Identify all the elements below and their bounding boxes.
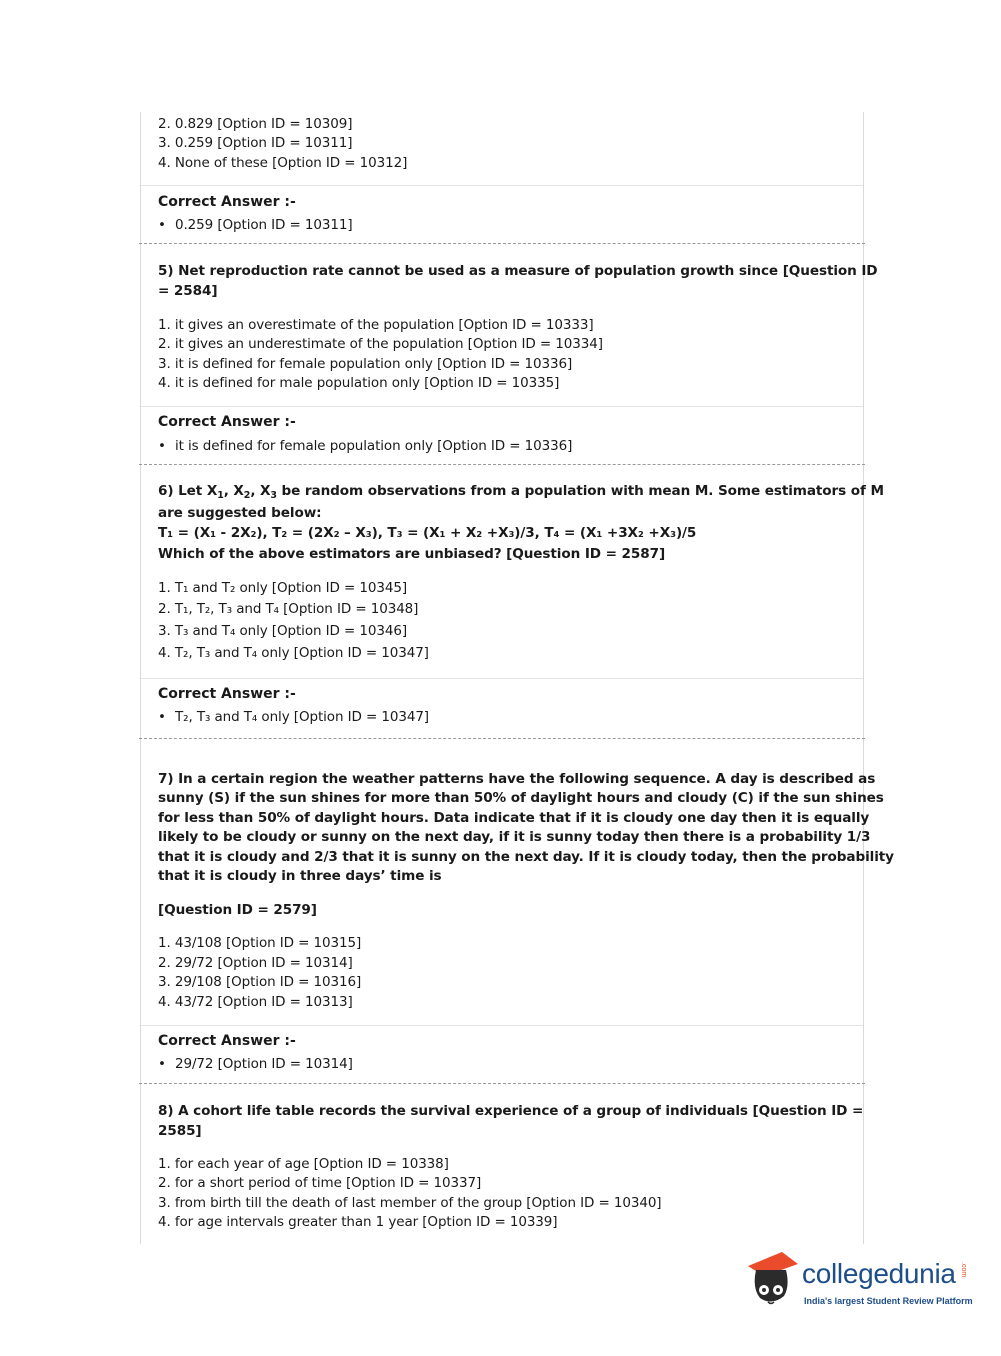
q4-option-4: 4. None of these [Option ID = 10312] bbox=[158, 155, 408, 171]
divider bbox=[141, 185, 863, 186]
question-separator bbox=[139, 1083, 865, 1084]
logo-tagline: India's largest Student Review Platform bbox=[804, 1296, 973, 1306]
q6-sep2: , X bbox=[250, 483, 271, 499]
divider bbox=[141, 678, 863, 679]
q5-correct-label: Correct Answer :- bbox=[158, 414, 296, 430]
divider bbox=[141, 406, 863, 407]
logo-com: .com bbox=[960, 1262, 967, 1278]
question-separator bbox=[139, 243, 865, 244]
q7-question-line3: for less than 50% of daylight hours. Data indicate that if it is cloudy one day then it is equally bbox=[158, 810, 870, 826]
q7-option-1: 1. 43/108 [Option ID = 10315] bbox=[158, 935, 362, 951]
divider bbox=[141, 1025, 863, 1026]
q7-question-line1: 7) In a certain region the weather patterns have the following sequence. A day is described as bbox=[158, 771, 876, 787]
q7-answer: • 29/72 [Option ID = 10314] bbox=[158, 1056, 353, 1072]
q7-correct-label: Correct Answer :- bbox=[158, 1033, 296, 1049]
q5-option-3: 3. it is defined for female population only [Option ID = 10336] bbox=[158, 356, 573, 372]
q7-question-line5: that it is cloudy and 2/3 that it is sunny on the next day. If it is cloudy today, then the probability bbox=[158, 849, 894, 865]
question-separator bbox=[139, 738, 865, 739]
q7-question-line2: sunny (S) if the sun shines for more than 50% of daylight hours and cloudy (C) if the sun shines bbox=[158, 790, 884, 806]
q4-correct-label: Correct Answer :- bbox=[158, 194, 296, 210]
q5-answer-text: it is defined for female population only [Option ID = 10336] bbox=[175, 438, 573, 454]
q4-answer-text: 0.259 [Option ID = 10311] bbox=[175, 217, 353, 233]
q5-answer: • it is defined for female population only [Option ID = 10336] bbox=[158, 438, 573, 454]
q7-answer-text: 29/72 [Option ID = 10314] bbox=[175, 1056, 353, 1072]
q7-question-line6: that it is cloudy in three days’ time is bbox=[158, 868, 442, 884]
q7-option-3: 3. 29/108 [Option ID = 10316] bbox=[158, 974, 362, 990]
q6-option-4: 4. T₂, T₃ and T₄ only [Option ID = 10347] bbox=[158, 645, 429, 661]
q6-sep1: , X bbox=[223, 483, 244, 499]
q4-option-2: 2. 0.829 [Option ID = 10309] bbox=[158, 116, 353, 132]
q7-option-2: 2. 29/72 [Option ID = 10314] bbox=[158, 955, 353, 971]
q8-option-2: 2. for a short period of time [Option ID = 10337] bbox=[158, 1175, 482, 1191]
q6-question-line4: Which of the above estimators are unbiased? [Question ID = 2587] bbox=[158, 546, 666, 562]
q5-question-line2: = 2584] bbox=[158, 283, 218, 299]
q5-option-2: 2. it gives an underestimate of the population [Option ID = 10334] bbox=[158, 336, 603, 352]
q8-option-4: 4. for age intervals greater than 1 year [Option ID = 10339] bbox=[158, 1214, 558, 1230]
q8-option-1: 1. for each year of age [Option ID = 10338] bbox=[158, 1156, 449, 1172]
logo-wordmark: collegedunia bbox=[802, 1258, 956, 1289]
q6-rest: be random observations from a population with mean M. Some estimators of M bbox=[276, 483, 884, 499]
q6-answer-text: T₂, T₃ and T₄ only [Option ID = 10347] bbox=[175, 709, 429, 725]
q6-option-1: 1. T₁ and T₂ only [Option ID = 10345] bbox=[158, 580, 408, 596]
collegedunia-logo[interactable] bbox=[742, 1248, 972, 1318]
q4-option-3: 3. 0.259 [Option ID = 10311] bbox=[158, 135, 353, 151]
q5-question-line1: 5) Net reproduction rate cannot be used as a measure of population growth since [Question ID bbox=[158, 263, 878, 279]
q4-answer: • 0.259 [Option ID = 10311] bbox=[158, 217, 353, 233]
q8-question-line2: 2585] bbox=[158, 1123, 202, 1139]
q8-question-line1: 8) A cohort life table records the survival experience of a group of individuals [Question ID = bbox=[158, 1103, 864, 1119]
q5-option-1: 1. it gives an overestimate of the population [Option ID = 10333] bbox=[158, 317, 594, 333]
q7-option-4: 4. 43/72 [Option ID = 10313] bbox=[158, 994, 353, 1010]
q6-option-3: 3. T₃ and T₄ only [Option ID = 10346] bbox=[158, 623, 408, 639]
mascot-icon bbox=[742, 1248, 802, 1312]
q6-answer: • T₂, T₃ and T₄ only [Option ID = 10347] bbox=[158, 709, 429, 725]
q6-question-line2: are suggested below: bbox=[158, 505, 322, 521]
q6-question-line3: T₁ = (X₁ - 2X₂), T₂ = (2X₂ – X₃), T₃ = (X₁ + X₂ +X₃)/3, T₄ = (X₁ +3X₂ +X₃)/5 bbox=[158, 525, 697, 541]
q5-option-4: 4. it is defined for male population only [Option ID = 10335] bbox=[158, 375, 560, 391]
q6-question-line1: 6) Let $X_1$, $X_2$, $X_3$ be random observations from a population with mean M. Some estimators of M bbox=[158, 483, 884, 501]
q7-question-id: [Question ID = 2579] bbox=[158, 902, 317, 918]
question-separator bbox=[139, 464, 865, 465]
q8-option-3: 3. from birth till the death of last member of the group [Option ID = 10340] bbox=[158, 1195, 662, 1211]
question-paper bbox=[140, 112, 894, 1244]
q7-question-line4: likely to be cloudy or sunny on the next day, if it is sunny today then there is a probability 1/3 bbox=[158, 829, 871, 845]
q6-option-2: 2. T₁, T₂, T₃ and T₄ [Option ID = 10348] bbox=[158, 601, 419, 617]
q6-correct-label: Correct Answer :- bbox=[158, 686, 296, 702]
q6-intro: 6) Let X bbox=[158, 483, 218, 499]
